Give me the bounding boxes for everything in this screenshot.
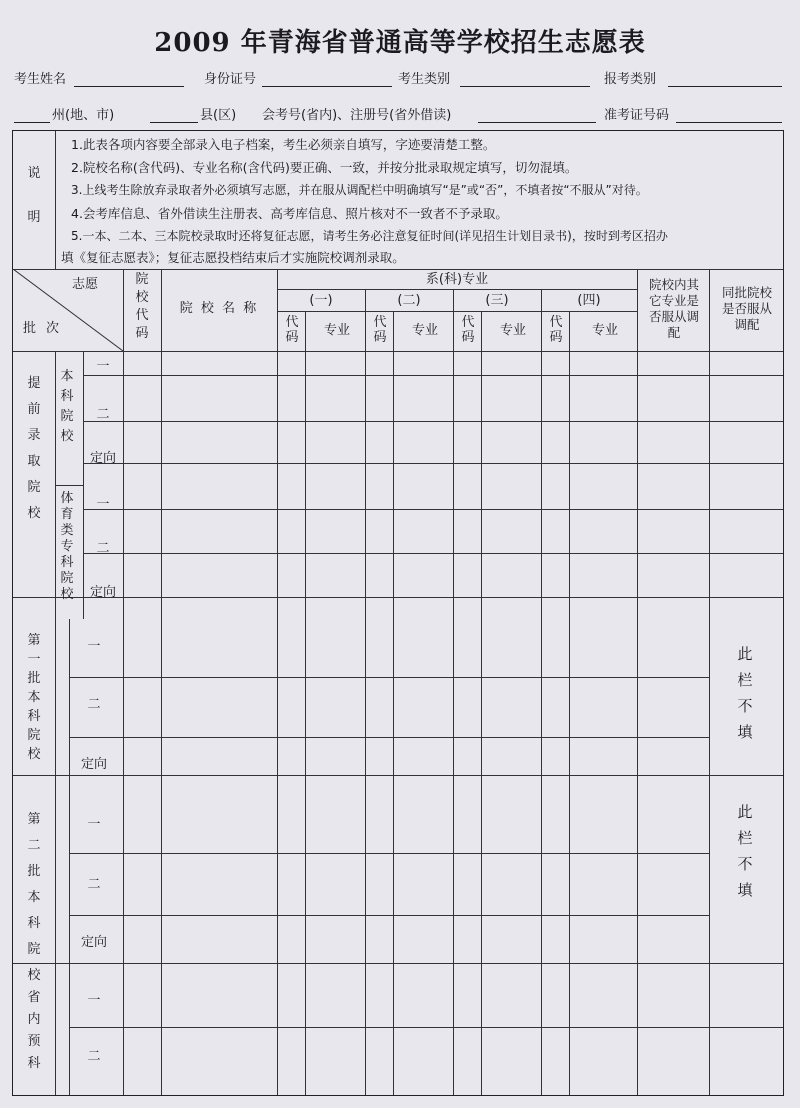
f7: 校 xyxy=(27,747,41,762)
s5: 科 xyxy=(27,916,41,931)
section-early xyxy=(26,371,42,527)
label-county: 县(区) xyxy=(200,108,237,123)
p1: 省 xyxy=(27,990,41,1005)
second-row-dx: 定向 xyxy=(80,935,107,950)
grid-hline xyxy=(69,1027,783,1028)
e3: 录 xyxy=(27,428,41,443)
field-prefecture[interactable] xyxy=(14,122,50,123)
first-row-1: 一 xyxy=(87,639,101,654)
early-row-dx: 定向 xyxy=(89,451,116,466)
bs1: 此 xyxy=(737,803,753,821)
header-obey-in xyxy=(639,277,709,341)
major-label-4: 专业 xyxy=(591,323,618,338)
sports-row-dx: 定向 xyxy=(89,585,116,600)
group-3: (三) xyxy=(485,293,509,308)
group-4: (四) xyxy=(577,293,601,308)
field-county[interactable] xyxy=(150,122,198,123)
s2: 二 xyxy=(27,838,41,853)
prov-row-1: 一 xyxy=(87,993,101,1008)
oi2: 它专业是 xyxy=(648,293,699,308)
grid-hline xyxy=(83,421,783,422)
f3: 批 xyxy=(27,671,41,686)
es4: 专 xyxy=(60,539,74,554)
second-row-1: 一 xyxy=(87,817,101,832)
s6: 院 xyxy=(27,942,41,957)
bf3: 不 xyxy=(737,697,753,715)
sports-row-1: 一 xyxy=(96,497,110,512)
first-row-dx: 定向 xyxy=(80,757,107,772)
label-apply: 报考类别 xyxy=(604,72,657,87)
section-first xyxy=(26,631,42,764)
es3: 类 xyxy=(60,523,74,538)
p3: 预 xyxy=(27,1034,41,1049)
c2b: 码 xyxy=(373,330,387,345)
header-pici: 批次 xyxy=(22,321,69,336)
label-prefecture: 州(地、市) xyxy=(52,108,115,123)
header-obey-batch xyxy=(711,285,783,333)
c1a: 代 xyxy=(285,315,299,330)
bf2: 栏 xyxy=(737,671,753,689)
label-name: 考生姓名 xyxy=(14,72,67,87)
grid-hline xyxy=(13,963,783,964)
oi4: 配 xyxy=(667,325,681,340)
code-label-4 xyxy=(543,315,569,345)
grid-hline xyxy=(83,553,783,554)
grid-vline xyxy=(305,311,306,351)
field-category[interactable] xyxy=(460,86,590,87)
bs3: 不 xyxy=(737,855,753,873)
grid-hline xyxy=(55,485,83,486)
grid-vline xyxy=(69,619,70,1095)
field-id[interactable] xyxy=(262,86,392,87)
bf4: 填 xyxy=(737,723,753,741)
bs2: 栏 xyxy=(737,829,753,847)
grid-hline xyxy=(83,509,783,510)
grid-vline xyxy=(393,311,394,351)
e5: 院 xyxy=(27,480,41,495)
ob2: 是否服从 xyxy=(721,301,772,316)
label-id: 身份证号 xyxy=(204,72,257,87)
early-row-1: 一 xyxy=(96,359,110,374)
field-apply[interactable] xyxy=(668,86,782,87)
code-label-2 xyxy=(367,315,393,345)
note-line-4: 4.会考库信息、省外借读生注册表、高考库信息、照片核对不一致者不予录取。 xyxy=(71,206,508,221)
f6: 院 xyxy=(27,728,41,743)
first-row-2: 二 xyxy=(87,697,101,712)
note-line-6: 填《复征志愿表》；复征志愿投档结束后才实施院校调剂录取。 xyxy=(61,250,405,265)
es7: 校 xyxy=(60,587,74,602)
section-provincial xyxy=(26,987,42,1075)
c1b: 码 xyxy=(285,330,299,345)
ob1: 同批院校 xyxy=(721,285,772,300)
group-2: (二) xyxy=(397,293,421,308)
oi1: 院校内其 xyxy=(648,277,699,292)
eu4: 校 xyxy=(60,429,74,444)
es5: 科 xyxy=(60,555,74,570)
bs4: 填 xyxy=(737,881,753,899)
f2: 一 xyxy=(27,652,41,667)
eu1: 本 xyxy=(60,369,74,384)
grid-hline xyxy=(13,597,783,598)
c4b: 码 xyxy=(549,330,563,345)
second-row-2: 二 xyxy=(87,877,101,892)
grid-hline xyxy=(13,775,783,776)
note-line-1: 1.此表各项内容要全部录入电子档案，考生必须亲自填写，字迹要清楚工整。 xyxy=(71,137,496,152)
grid-hline xyxy=(69,677,709,678)
grid-hline xyxy=(69,737,709,738)
major-label-2: 专业 xyxy=(411,323,438,338)
f4: 本 xyxy=(27,690,41,705)
c3b: 码 xyxy=(461,330,475,345)
label-category: 考生类别 xyxy=(398,72,451,87)
major-label-1: 专业 xyxy=(323,323,350,338)
header-school-name: 院 校 名 称 xyxy=(179,301,259,316)
label-ticket: 准考证号码 xyxy=(604,108,670,123)
ob3: 调配 xyxy=(734,317,760,332)
f5: 科 xyxy=(27,709,41,724)
grid-hline xyxy=(69,853,709,854)
field-name[interactable] xyxy=(74,86,184,87)
code-label-1 xyxy=(279,315,305,345)
c3a: 代 xyxy=(461,315,475,330)
es2: 育 xyxy=(60,507,74,522)
notes-heading-2: 明 xyxy=(27,210,41,225)
bf1: 此 xyxy=(737,645,753,663)
hc-2: 校 xyxy=(135,290,149,305)
field-exam-no[interactable] xyxy=(478,122,596,123)
early-row-2: 二 xyxy=(96,407,110,422)
section-second xyxy=(26,807,42,989)
grid-vline xyxy=(83,351,84,619)
header-zhiyuan: 志愿 xyxy=(71,277,98,292)
grid-vline xyxy=(569,311,570,351)
s3: 批 xyxy=(27,864,41,879)
e4: 取 xyxy=(27,454,41,469)
prov-row-2: 二 xyxy=(87,1049,101,1064)
blocked-first xyxy=(737,641,753,745)
s1: 第 xyxy=(27,812,41,827)
grid-vline xyxy=(541,289,542,351)
form-title: 2009 年青海省普通高等学校招生志愿表 xyxy=(154,28,646,58)
hc-3: 代 xyxy=(135,308,149,323)
header-dept-major: 系(科)专业 xyxy=(425,272,489,287)
c4a: 代 xyxy=(549,315,563,330)
group-1: (一) xyxy=(309,293,333,308)
grid-vline xyxy=(453,289,454,351)
c2a: 代 xyxy=(373,315,387,330)
grid-vline xyxy=(365,289,366,351)
e2: 前 xyxy=(27,402,41,417)
major-label-3: 专业 xyxy=(499,323,526,338)
s4: 本 xyxy=(27,890,41,905)
grid-hline xyxy=(69,915,709,916)
hc-1: 院 xyxy=(135,272,149,287)
grid-hline xyxy=(83,375,783,376)
eu3: 院 xyxy=(60,409,74,424)
label-exam-no: 会考号(省内)、注册号(省外借读) xyxy=(262,108,452,123)
note-line-2: 2.院校名称(含代码)、专业名称(含代码)要正确、一致，并按分批录取规定填写，切勿混填。 xyxy=(71,160,578,175)
code-label-3 xyxy=(455,315,481,345)
blocked-second xyxy=(737,799,753,903)
p4: 科 xyxy=(27,1056,41,1071)
eu2: 科 xyxy=(60,389,74,404)
notes-heading-1: 说 xyxy=(27,166,41,181)
section-early-undergrad xyxy=(59,367,75,447)
s7: 校 xyxy=(27,968,41,983)
es6: 院 xyxy=(60,571,74,586)
hc-4: 码 xyxy=(135,326,149,341)
oi3: 否服从调 xyxy=(648,309,699,324)
f1: 第 xyxy=(27,633,41,648)
grid-vline xyxy=(55,351,56,1095)
e1: 提 xyxy=(27,376,41,391)
grid-hline xyxy=(83,463,783,464)
field-ticket[interactable] xyxy=(676,122,782,123)
note-line-5: 5.一本、二本、三本院校录取时还将复征志愿，请考生务必注意复征时间(详见招生计划目录书)，按时到考区招办 xyxy=(71,229,668,243)
header-school-code xyxy=(134,271,150,343)
e6: 校 xyxy=(27,506,41,521)
form-table xyxy=(12,130,784,1096)
p2: 内 xyxy=(27,1012,41,1027)
section-early-sports xyxy=(59,491,75,603)
grid-vline xyxy=(481,311,482,351)
es1: 体 xyxy=(60,491,74,506)
note-line-3: 3.上线考生除放弃录取者外必须填写志愿，并在服从调配栏中明确填写“是”或“否”，不填者按“不服从”对待。 xyxy=(71,183,648,197)
sports-row-2: 二 xyxy=(96,541,110,556)
